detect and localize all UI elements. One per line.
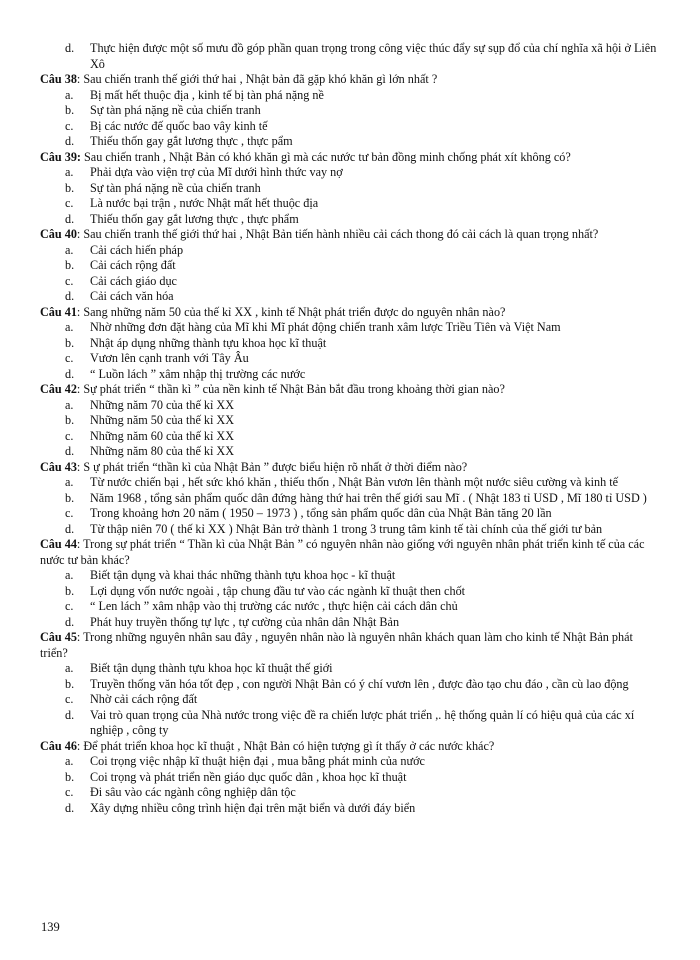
question-text: : Sang những năm 50 của thế kỉ XX , kinh tế Nhật phát triển được do nguyên nhân nào? <box>76 304 506 319</box>
option-letter: d. <box>65 614 75 629</box>
option-b <box>40 584 660 600</box>
question-text: : Sau chiến tranh thế giới thứ hai , Nhật bản đã gặp khó khăn gì lớn nhất ? <box>76 72 438 86</box>
option-letter: d. <box>65 800 75 815</box>
option-text: Những năm 70 của thế kỉ XX <box>90 397 235 412</box>
option-b <box>40 336 660 352</box>
option-letter: b. <box>65 335 75 350</box>
option-c <box>40 692 660 708</box>
option-text: Thiếu thốn gay gắt lương thực , thực phẩm <box>90 211 299 226</box>
option-letter: c. <box>65 506 74 520</box>
option-letter: b. <box>65 103 75 117</box>
option-letter: d. <box>65 41 75 55</box>
option-d <box>40 134 660 150</box>
option-letter: a. <box>65 475 74 489</box>
option-letter: c. <box>65 273 74 288</box>
option-text: Lợi dụng vốn nước ngoài , tập chung đầu tư vào các ngành kĩ thuật then chốt <box>90 583 466 598</box>
option-text: “ Len lách ” xâm nhập vào thị trường các nước , thực hiện cải cách dân chủ <box>90 599 458 613</box>
option-text: Là nước bại trận , nước Nhật mất hết thuộc địa <box>90 196 319 210</box>
option-c <box>40 274 660 290</box>
option-b <box>40 413 660 429</box>
question-label: Câu 39: <box>40 149 81 164</box>
question-label: Câu 45 <box>40 630 77 644</box>
option-letter: b. <box>65 769 75 784</box>
option-text: Từ nước chiến bại , hết sức khó khăn , thiếu thốn , Nhật Bản vươn lên thành một nước siêu cường và kinh tế <box>90 475 619 489</box>
option-text: Năm 1968 , tổng sản phẩm quốc dân đứng hàng thứ hai trên thế giới sau Mĩ . ( Nhật 183 tỉ USD , Mĩ 180 tỉ USD ) <box>90 490 647 505</box>
option-letter: a. <box>65 397 74 412</box>
option-a <box>40 475 660 491</box>
option-text: Trong khoảng hơn 20 năm ( 1950 – 1973 ) , tổng sản phẩm quốc dân của Nhật Bản tăng 20 lần <box>90 506 552 520</box>
option-c <box>40 351 660 367</box>
question-label: Câu 46 <box>40 738 77 753</box>
question-39 <box>40 150 660 166</box>
option-text: Phát huy truyền thống tự lực , tự cường của nhân dân Nhật Bản <box>90 614 400 629</box>
question-text: : S ự phát triển “thần kì của Nhật Bản ” được biểu hiện rõ nhất ở thời điểm nào? <box>76 459 468 474</box>
option-c <box>40 506 660 522</box>
option-a <box>40 88 660 104</box>
question-text: : Sự phát triển “ thần kì ” của nền kinh tế Nhật Bản bắt đầu trong khoảng thời gian nào? <box>76 382 505 396</box>
option-c <box>40 785 660 801</box>
option-letter: a. <box>65 754 74 768</box>
option-d <box>40 367 660 383</box>
option-c <box>40 599 660 615</box>
option-c <box>40 196 660 212</box>
question-label: Câu 41 <box>40 304 77 319</box>
option-text: Vai trò quan trọng của Nhà nước trong việc đề ra chiến lược phát triển ,. hệ thống quản lí có hiệu quả của các xí nghiệp , công ty <box>90 707 635 737</box>
option-text: Xây dựng nhiều công trình hiện đại trên mặt biển và dưới đáy biển <box>90 800 416 815</box>
question-42 <box>40 382 660 398</box>
question-40 <box>40 227 660 243</box>
option-d <box>40 212 660 228</box>
option-text: Nhờ những đơn đặt hàng của Mĩ khi Mĩ phát động chiến tranh xâm lược Triều Tiên và Việt Nam <box>90 320 561 334</box>
option-text: Nhật áp dụng những thành tựu khoa học kĩ thuật <box>90 335 327 350</box>
question-label: Câu 43 <box>40 459 77 474</box>
option-a <box>40 398 660 414</box>
option-text: Cải cách giáo dục <box>90 273 177 288</box>
option-text: Nhờ cải cách rộng đất <box>90 692 198 706</box>
question-label: Câu 38 <box>40 72 77 86</box>
question-44 <box>40 537 660 568</box>
option-text: Bị mất hết thuộc địa , kinh tế bị tàn phá nặng nề <box>90 87 324 102</box>
option-letter: c. <box>65 692 74 706</box>
question-text: : Trong sự phát triển “ Thần kì của Nhật Bản ” có nguyên nhân nào giống với nguyên nhân phát triển kinh tế của các nước tư bản khác? <box>40 537 645 567</box>
option-letter: a. <box>65 242 74 257</box>
option-letter: d. <box>65 521 75 536</box>
option-d <box>40 801 660 817</box>
option-letter: a. <box>65 661 74 675</box>
option-d <box>40 289 660 305</box>
option-letter: c. <box>65 599 74 613</box>
option-letter: a. <box>65 165 74 179</box>
option-letter: c. <box>65 428 74 443</box>
question-43 <box>40 460 660 476</box>
question-label: Câu 42 <box>40 382 77 396</box>
option-text: Cải cách hiến pháp <box>90 242 184 257</box>
option-text: Sự tàn phá nặng nề của chiến tranh <box>90 180 261 195</box>
option-letter: c. <box>65 351 74 365</box>
option-text: Coi trọng và phát triển nền giáo dục quốc dân , khoa học kĩ thuật <box>90 769 407 784</box>
option-letter: c. <box>65 118 74 133</box>
option-text: Những năm 50 của thế kỉ XX <box>90 413 235 427</box>
option-text: Từ thập niên 70 ( thế kỉ XX ) Nhật Bản trở thành 1 trong 3 trung tâm kinh tế tài chính của thế giới tư bản <box>90 521 603 536</box>
option-text: Cải cách rộng đất <box>90 258 176 272</box>
option-d <box>40 708 660 739</box>
option-letter: d. <box>65 444 75 458</box>
option-letter: d. <box>65 211 75 226</box>
option-a <box>40 661 660 677</box>
option-letter: c. <box>65 785 74 799</box>
option-text: Cải cách văn hóa <box>90 289 174 303</box>
page-number: 139 <box>41 920 60 934</box>
option-letter: b. <box>65 583 75 598</box>
option-letter: b. <box>65 413 75 427</box>
option-a <box>40 320 660 336</box>
option-text: Biết tận dụng và khai thác những thành tựu khoa học - kĩ thuật <box>90 568 396 582</box>
option-text: Truyền thống văn hóa tốt đẹp , con người Nhật Bản có ý chí vươn lên , được đào tạo chu đáo , cần cù lao động <box>90 676 629 691</box>
option-letter: b. <box>65 676 75 691</box>
option-letter: a. <box>65 568 74 582</box>
option-letter: d. <box>65 366 75 381</box>
option-text: Đi sâu vào các ngành công nghiệp dân tộc <box>90 785 296 799</box>
question-text: : Sau chiến tranh thế giới thứ hai , Nhật Bản tiến hành nhiều cải cách thong đó cải cách là quan trọng nhất? <box>76 227 599 241</box>
option-a <box>40 754 660 770</box>
option-d-prev <box>40 41 660 72</box>
question-text: : Để phát triển khoa học kĩ thuật , Nhật Bản có hiện tượng gì ít thấy ở các nước khác? <box>76 738 495 753</box>
option-letter: b. <box>65 490 75 505</box>
question-46 <box>40 739 660 755</box>
option-a <box>40 568 660 584</box>
question-list <box>40 41 660 816</box>
question-text: Sau chiến tranh , Nhật Bản có khó khăn gì mà các nước tư bản đồng minh chống phát xít không có? <box>80 149 571 164</box>
option-letter: b. <box>65 258 75 272</box>
option-d <box>40 615 660 631</box>
option-b <box>40 770 660 786</box>
question-label: Câu 44 <box>40 537 77 551</box>
option-text: Thực hiện được một số mưu đồ góp phần quan trọng trong công việc thúc đẩy sự sụp đổ của chí nghĩa xã hội ở Liên Xô <box>90 41 657 71</box>
option-b <box>40 491 660 507</box>
option-letter: d. <box>65 289 75 303</box>
option-letter: d. <box>65 707 75 722</box>
option-letter: c. <box>65 196 74 210</box>
question-text: : Trong những nguyên nhân sau đây , nguyên nhân nào là nguyên nhân khách quan làm cho kinh tế Nhật Bản phát triển? <box>40 630 633 660</box>
option-text: Phải dựa vào viện trợ của Mĩ dưới hình thức vay nợ <box>90 165 343 179</box>
option-text: Coi trọng việc nhập kĩ thuật hiện đại , mua bằng phát minh của nước <box>90 754 425 768</box>
option-d <box>40 444 660 460</box>
option-text: Vươn lên cạnh tranh với Tây Âu <box>90 351 249 365</box>
option-text: Sự tàn phá nặng nề của chiến tranh <box>90 103 261 117</box>
question-45 <box>40 630 660 661</box>
option-text: Thiếu thốn gay gắt lương thực , thực pẩm <box>90 134 293 148</box>
option-text: Những năm 80 của thế kỉ XX <box>90 444 235 458</box>
option-text: Biết tận dụng thành tựu khoa học kĩ thuật thế giới <box>90 661 333 675</box>
option-d <box>40 522 660 538</box>
question-label: Câu 40 <box>40 227 77 241</box>
question-38 <box>40 72 660 88</box>
question-41 <box>40 305 660 321</box>
option-text: Bị các nước đế quốc bao vây kinh tế <box>90 118 268 133</box>
option-letter: a. <box>65 87 74 102</box>
option-b <box>40 258 660 274</box>
option-letter: a. <box>65 320 74 334</box>
option-text: “ Luồn lách ” xâm nhập thị trường các nước <box>90 366 306 381</box>
option-b <box>40 103 660 119</box>
option-letter: b. <box>65 180 75 195</box>
option-a <box>40 243 660 259</box>
option-letter: d. <box>65 134 75 148</box>
option-text: Những năm 60 của thế kỉ XX <box>90 428 235 443</box>
option-c <box>40 119 660 135</box>
option-b <box>40 181 660 197</box>
option-b <box>40 677 660 693</box>
option-a <box>40 165 660 181</box>
option-c <box>40 429 660 445</box>
